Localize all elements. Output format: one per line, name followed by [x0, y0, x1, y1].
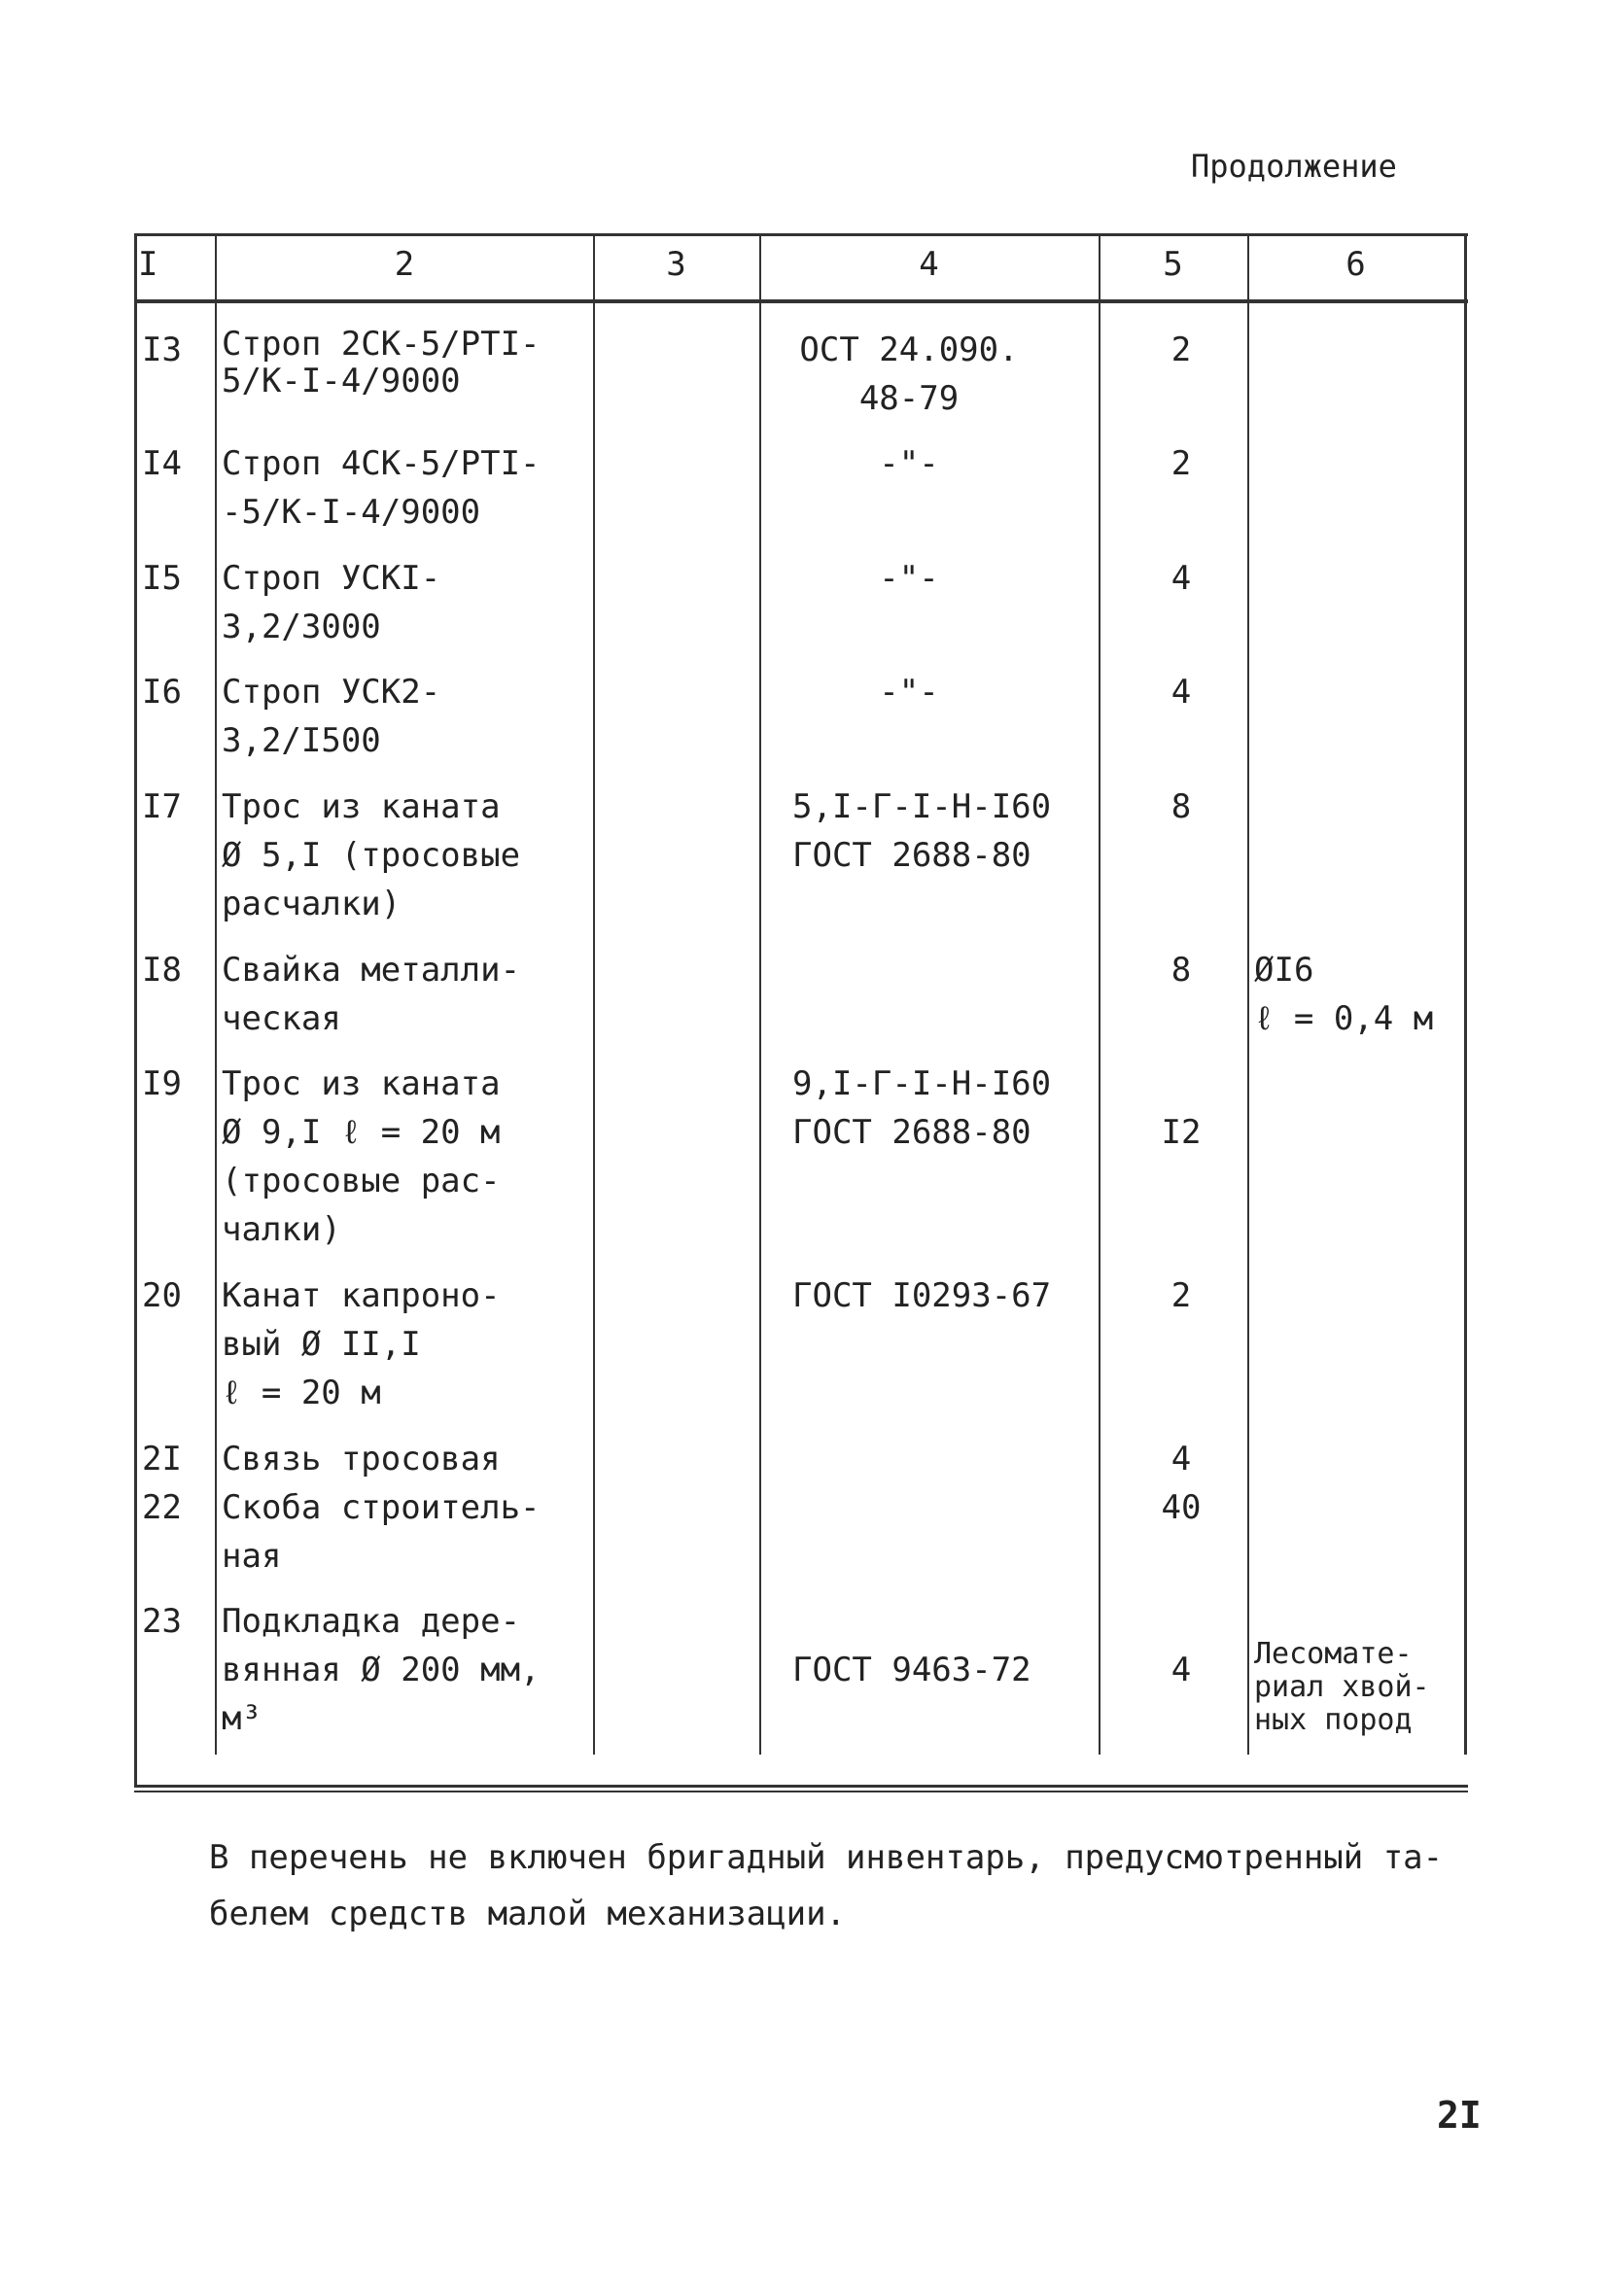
item-standard: 9,I-Г-I-Н-I60 ГОСТ 2688-80: [792, 1064, 1052, 1152]
col-border-4: [1099, 233, 1100, 1755]
item-standard: ГОСТ 9463-72: [792, 1651, 1031, 1689]
item-quantity: 4: [1170, 673, 1192, 712]
table-top-border: [134, 233, 1468, 236]
item-standard: -"-: [879, 559, 939, 598]
item-quantity: 2: [1170, 330, 1192, 369]
row-number: I6: [142, 673, 182, 712]
header-col-3: 3: [666, 245, 686, 284]
row-number: I3: [142, 330, 182, 369]
item-quantity: 4: [1170, 1440, 1192, 1478]
item-name: Свайка металли- ческая: [222, 951, 521, 1038]
row-number: I8: [142, 951, 182, 990]
item-standard: 5,I-Г-I-Н-I60 ГОСТ 2688-80: [792, 787, 1052, 875]
item-standard: ОСТ 24.090. 48-79: [799, 330, 1019, 418]
row-number: 23: [142, 1602, 182, 1641]
item-quantity: 4: [1170, 1651, 1192, 1689]
table-bottom-border-2: [134, 1791, 1468, 1792]
item-quantity: 40: [1161, 1488, 1202, 1527]
item-name: Строп УСК2- 3,2/I500: [222, 673, 441, 760]
header-col-5: 5: [1163, 245, 1183, 284]
item-quantity: 8: [1170, 951, 1192, 990]
item-name: Строп 4СК-5/РТI- -5/К-I-4/9000: [222, 444, 541, 532]
item-name: Подкладка дере- вянная Ø 200 мм, м³: [222, 1602, 541, 1738]
continuation-label: Продолжение: [1191, 148, 1397, 185]
table-header-border: [134, 299, 1468, 303]
col-border-1: [215, 233, 217, 1755]
item-note: Лесомате- риал хвой- ных пород: [1254, 1637, 1430, 1737]
row-number: 2I: [142, 1440, 182, 1478]
page-number: 2I: [1437, 2094, 1482, 2137]
item-name: Трос из каната Ø 9,I ℓ = 20 м (тросовые рас- чалки): [222, 1064, 501, 1249]
item-name: Связь тросовая: [222, 1440, 501, 1478]
item-name: Строп 2СК-5/РТI- 5/К-I-4/9000: [222, 325, 541, 400]
row-number: I7: [142, 787, 182, 826]
item-quantity: 8: [1170, 787, 1192, 826]
item-name: Канат капроно- вый Ø II,I ℓ = 20 м: [222, 1276, 501, 1412]
col-border-left: [134, 233, 137, 1785]
item-quantity: 2: [1170, 444, 1192, 483]
table-bottom-border: [134, 1785, 1468, 1788]
item-name: Скоба строитель- ная: [222, 1488, 541, 1576]
row-number: I5: [142, 559, 182, 598]
item-name: Трос из каната Ø 5,I (тросовые расчалки): [222, 787, 521, 923]
row-number: 22: [142, 1488, 182, 1527]
col-border-2: [593, 233, 595, 1755]
item-note: ØI6 ℓ = 0,4 м: [1254, 951, 1434, 1038]
item-quantity: 4: [1170, 559, 1192, 598]
col-border-5: [1247, 233, 1249, 1755]
row-number: I4: [142, 444, 182, 483]
header-col-6: 6: [1345, 245, 1366, 284]
item-quantity: 2: [1170, 1276, 1192, 1315]
row-number: I9: [142, 1064, 182, 1103]
item-standard: -"-: [879, 444, 939, 483]
row-number: 20: [142, 1276, 182, 1315]
header-col-1: I: [138, 245, 158, 284]
col-border-right: [1464, 233, 1467, 1755]
item-quantity: I2: [1161, 1113, 1202, 1152]
header-col-4: 4: [919, 245, 939, 284]
col-border-3: [759, 233, 761, 1755]
item-standard: -"-: [879, 673, 939, 712]
footnote: В перечень не включен бригадный инвентарь, предусмотренный та- белем средств малой механизации.: [209, 1838, 1444, 1933]
item-standard: ГОСТ I0293-67: [792, 1276, 1052, 1315]
header-col-2: 2: [394, 245, 415, 284]
item-name: Строп УСКI- 3,2/3000: [222, 559, 441, 646]
